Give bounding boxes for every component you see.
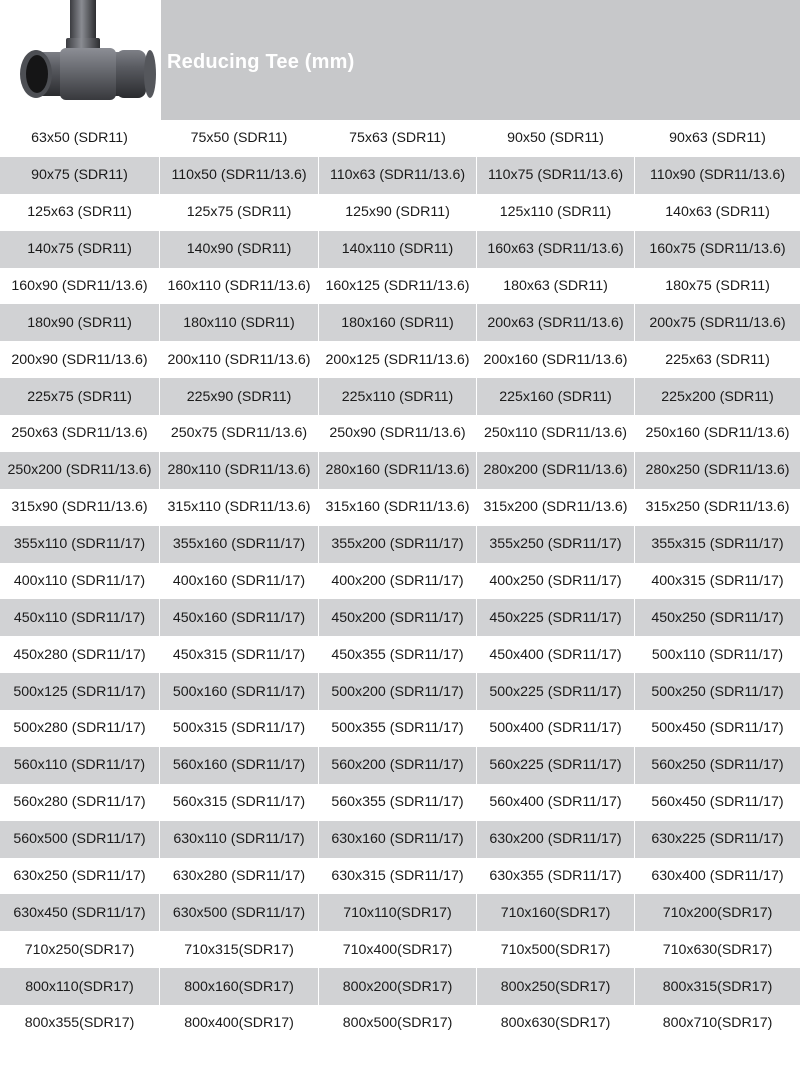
table-cell: 500x200 (SDR11/17) bbox=[319, 673, 477, 710]
table-cell: 500x110 (SDR11/17) bbox=[635, 636, 800, 673]
table-cell: 400x315 (SDR11/17) bbox=[635, 563, 800, 600]
table-cell: 800x355(SDR17) bbox=[0, 1005, 160, 1042]
table-cell: 710x110(SDR17) bbox=[319, 894, 477, 931]
table-cell: 180x90 (SDR11) bbox=[0, 304, 160, 341]
table-row bbox=[0, 599, 800, 636]
table-cell: 630x500 (SDR11/17) bbox=[160, 894, 319, 931]
table-cell: 355x160 (SDR11/17) bbox=[160, 526, 319, 563]
table-cell: 225x90 (SDR11) bbox=[160, 378, 319, 415]
table-row bbox=[0, 894, 800, 931]
table-cell: 500x280 (SDR11/17) bbox=[0, 710, 160, 747]
table-cell: 400x200 (SDR11/17) bbox=[319, 563, 477, 600]
table-row bbox=[0, 1005, 800, 1042]
table-cell: 450x225 (SDR11/17) bbox=[477, 599, 635, 636]
table-cell: 710x200(SDR17) bbox=[635, 894, 800, 931]
table-row bbox=[0, 563, 800, 600]
table-cell: 560x110 (SDR11/17) bbox=[0, 747, 160, 784]
table-cell: 180x75 (SDR11) bbox=[635, 268, 800, 305]
table-cell: 63x50 (SDR11) bbox=[0, 120, 160, 157]
table-cell: 225x160 (SDR11) bbox=[477, 378, 635, 415]
table-cell: 90x75 (SDR11) bbox=[0, 157, 160, 194]
table-cell: 225x200 (SDR11) bbox=[635, 378, 800, 415]
product-image bbox=[0, 0, 160, 120]
table-cell: 200x110 (SDR11/13.6) bbox=[160, 341, 319, 378]
table-cell: 560x160 (SDR11/17) bbox=[160, 747, 319, 784]
table-cell: 355x200 (SDR11/17) bbox=[319, 526, 477, 563]
table-cell: 400x160 (SDR11/17) bbox=[160, 563, 319, 600]
table-row bbox=[0, 341, 800, 378]
table-row bbox=[0, 120, 800, 157]
table-cell: 160x90 (SDR11/13.6) bbox=[0, 268, 160, 305]
table-cell: 560x225 (SDR11/17) bbox=[477, 747, 635, 784]
table-cell: 110x75 (SDR11/13.6) bbox=[477, 157, 635, 194]
table-row bbox=[0, 194, 800, 231]
table-row bbox=[0, 378, 800, 415]
table-row bbox=[0, 304, 800, 341]
table-cell: 800x500(SDR17) bbox=[319, 1005, 477, 1042]
table-row bbox=[0, 231, 800, 268]
table-cell: 560x355 (SDR11/17) bbox=[319, 784, 477, 821]
table-cell: 140x110 (SDR11) bbox=[319, 231, 477, 268]
table-cell: 280x110 (SDR11/13.6) bbox=[160, 452, 319, 489]
table-row bbox=[0, 673, 800, 710]
table-cell: 450x250 (SDR11/17) bbox=[635, 599, 800, 636]
table-cell: 500x250 (SDR11/17) bbox=[635, 673, 800, 710]
table-cell: 500x125 (SDR11/17) bbox=[0, 673, 160, 710]
table-cell: 140x63 (SDR11) bbox=[635, 194, 800, 231]
table-cell: 630x110 (SDR11/17) bbox=[160, 821, 319, 858]
table-row bbox=[0, 931, 800, 968]
table-cell: 75x63 (SDR11) bbox=[319, 120, 477, 157]
table-cell: 800x160(SDR17) bbox=[160, 968, 319, 1005]
title-panel bbox=[161, 0, 800, 120]
table-cell: 710x160(SDR17) bbox=[477, 894, 635, 931]
size-table bbox=[0, 120, 800, 1042]
table-cell: 560x250 (SDR11/17) bbox=[635, 747, 800, 784]
table-cell: 710x400(SDR17) bbox=[319, 931, 477, 968]
table-cell: 225x63 (SDR11) bbox=[635, 341, 800, 378]
table-cell: 630x200 (SDR11/17) bbox=[477, 821, 635, 858]
table-cell: 800x630(SDR17) bbox=[477, 1005, 635, 1042]
table-cell: 450x200 (SDR11/17) bbox=[319, 599, 477, 636]
table-cell: 500x225 (SDR11/17) bbox=[477, 673, 635, 710]
table-cell: 75x50 (SDR11) bbox=[160, 120, 319, 157]
table-cell: 400x110 (SDR11/17) bbox=[0, 563, 160, 600]
table-cell: 500x315 (SDR11/17) bbox=[160, 710, 319, 747]
table-cell: 450x355 (SDR11/17) bbox=[319, 636, 477, 673]
table-row bbox=[0, 858, 800, 895]
table-row bbox=[0, 268, 800, 305]
table-cell: 630x225 (SDR11/17) bbox=[635, 821, 800, 858]
table-row bbox=[0, 784, 800, 821]
table-cell: 450x400 (SDR11/17) bbox=[477, 636, 635, 673]
pipe-reducing-tee-icon bbox=[0, 0, 160, 120]
table-cell: 180x63 (SDR11) bbox=[477, 268, 635, 305]
table-row bbox=[0, 821, 800, 858]
table-cell: 450x110 (SDR11/17) bbox=[0, 599, 160, 636]
table-cell: 450x280 (SDR11/17) bbox=[0, 636, 160, 673]
table-cell: 200x75 (SDR11/13.6) bbox=[635, 304, 800, 341]
table-cell: 200x90 (SDR11/13.6) bbox=[0, 341, 160, 378]
table-cell: 500x450 (SDR11/17) bbox=[635, 710, 800, 747]
table-cell: 560x500 (SDR11/17) bbox=[0, 821, 160, 858]
table-cell: 630x400 (SDR11/17) bbox=[635, 858, 800, 895]
table-row bbox=[0, 415, 800, 452]
table-cell: 160x75 (SDR11/13.6) bbox=[635, 231, 800, 268]
table-cell: 500x160 (SDR11/17) bbox=[160, 673, 319, 710]
table-cell: 450x315 (SDR11/17) bbox=[160, 636, 319, 673]
table-row bbox=[0, 747, 800, 784]
table-cell: 125x75 (SDR11) bbox=[160, 194, 319, 231]
table-cell: 140x90 (SDR11) bbox=[160, 231, 319, 268]
table-cell: 90x63 (SDR11) bbox=[635, 120, 800, 157]
table-cell: 630x160 (SDR11/17) bbox=[319, 821, 477, 858]
table-cell: 400x250 (SDR11/17) bbox=[477, 563, 635, 600]
table-cell: 200x63 (SDR11/13.6) bbox=[477, 304, 635, 341]
table-cell: 250x75 (SDR11/13.6) bbox=[160, 415, 319, 452]
table-cell: 630x250 (SDR11/17) bbox=[0, 858, 160, 895]
table-cell: 110x63 (SDR11/13.6) bbox=[319, 157, 477, 194]
table-cell: 800x200(SDR17) bbox=[319, 968, 477, 1005]
table-cell: 800x250(SDR17) bbox=[477, 968, 635, 1005]
table-row bbox=[0, 710, 800, 747]
table-cell: 200x125 (SDR11/13.6) bbox=[319, 341, 477, 378]
table-cell: 560x315 (SDR11/17) bbox=[160, 784, 319, 821]
table-cell: 315x90 (SDR11/13.6) bbox=[0, 489, 160, 526]
table-cell: 140x75 (SDR11) bbox=[0, 231, 160, 268]
table-cell: 110x50 (SDR11/13.6) bbox=[160, 157, 319, 194]
table-cell: 160x110 (SDR11/13.6) bbox=[160, 268, 319, 305]
table-cell: 250x63 (SDR11/13.6) bbox=[0, 415, 160, 452]
table-row bbox=[0, 452, 800, 489]
table-cell: 355x250 (SDR11/17) bbox=[477, 526, 635, 563]
page-title: Reducing Tee (mm) bbox=[167, 51, 355, 73]
table-cell: 180x160 (SDR11) bbox=[319, 304, 477, 341]
table-cell: 250x200 (SDR11/13.6) bbox=[0, 452, 160, 489]
table-cell: 500x400 (SDR11/17) bbox=[477, 710, 635, 747]
table-cell: 355x315 (SDR11/17) bbox=[635, 526, 800, 563]
table-row bbox=[0, 968, 800, 1005]
table-cell: 315x200 (SDR11/13.6) bbox=[477, 489, 635, 526]
table-cell: 125x110 (SDR11) bbox=[477, 194, 635, 231]
table-cell: 125x63 (SDR11) bbox=[0, 194, 160, 231]
table-cell: 160x125 (SDR11/13.6) bbox=[319, 268, 477, 305]
table-cell: 800x110(SDR17) bbox=[0, 968, 160, 1005]
table-cell: 630x280 (SDR11/17) bbox=[160, 858, 319, 895]
table-cell: 800x400(SDR17) bbox=[160, 1005, 319, 1042]
table-cell: 630x450 (SDR11/17) bbox=[0, 894, 160, 931]
table-cell: 710x250(SDR17) bbox=[0, 931, 160, 968]
table-cell: 710x500(SDR17) bbox=[477, 931, 635, 968]
table-cell: 710x630(SDR17) bbox=[635, 931, 800, 968]
table-cell: 280x200 (SDR11/13.6) bbox=[477, 452, 635, 489]
table-cell: 800x710(SDR17) bbox=[635, 1005, 800, 1042]
table-cell: 315x160 (SDR11/13.6) bbox=[319, 489, 477, 526]
table-cell: 800x315(SDR17) bbox=[635, 968, 800, 1005]
table-cell: 560x280 (SDR11/17) bbox=[0, 784, 160, 821]
table-cell: 450x160 (SDR11/17) bbox=[160, 599, 319, 636]
table-cell: 630x315 (SDR11/17) bbox=[319, 858, 477, 895]
table-cell: 90x50 (SDR11) bbox=[477, 120, 635, 157]
table-cell: 160x63 (SDR11/13.6) bbox=[477, 231, 635, 268]
table-cell: 250x90 (SDR11/13.6) bbox=[319, 415, 477, 452]
table-cell: 250x160 (SDR11/13.6) bbox=[635, 415, 800, 452]
table-cell: 560x200 (SDR11/17) bbox=[319, 747, 477, 784]
table-cell: 225x75 (SDR11) bbox=[0, 378, 160, 415]
table-cell: 500x355 (SDR11/17) bbox=[319, 710, 477, 747]
table-row bbox=[0, 489, 800, 526]
table-cell: 225x110 (SDR11) bbox=[319, 378, 477, 415]
table-row bbox=[0, 636, 800, 673]
table-cell: 710x315(SDR17) bbox=[160, 931, 319, 968]
table-cell: 315x110 (SDR11/13.6) bbox=[160, 489, 319, 526]
table-row bbox=[0, 157, 800, 194]
table-cell: 280x160 (SDR11/13.6) bbox=[319, 452, 477, 489]
table-cell: 200x160 (SDR11/13.6) bbox=[477, 341, 635, 378]
table-cell: 315x250 (SDR11/13.6) bbox=[635, 489, 800, 526]
table-cell: 355x110 (SDR11/17) bbox=[0, 526, 160, 563]
table-cell: 250x110 (SDR11/13.6) bbox=[477, 415, 635, 452]
table-cell: 110x90 (SDR11/13.6) bbox=[635, 157, 800, 194]
table-cell: 560x400 (SDR11/17) bbox=[477, 784, 635, 821]
header bbox=[0, 0, 800, 120]
table-cell: 280x250 (SDR11/13.6) bbox=[635, 452, 800, 489]
table-row bbox=[0, 526, 800, 563]
table-cell: 180x110 (SDR11) bbox=[160, 304, 319, 341]
table-cell: 125x90 (SDR11) bbox=[319, 194, 477, 231]
table-cell: 630x355 (SDR11/17) bbox=[477, 858, 635, 895]
table-cell: 560x450 (SDR11/17) bbox=[635, 784, 800, 821]
